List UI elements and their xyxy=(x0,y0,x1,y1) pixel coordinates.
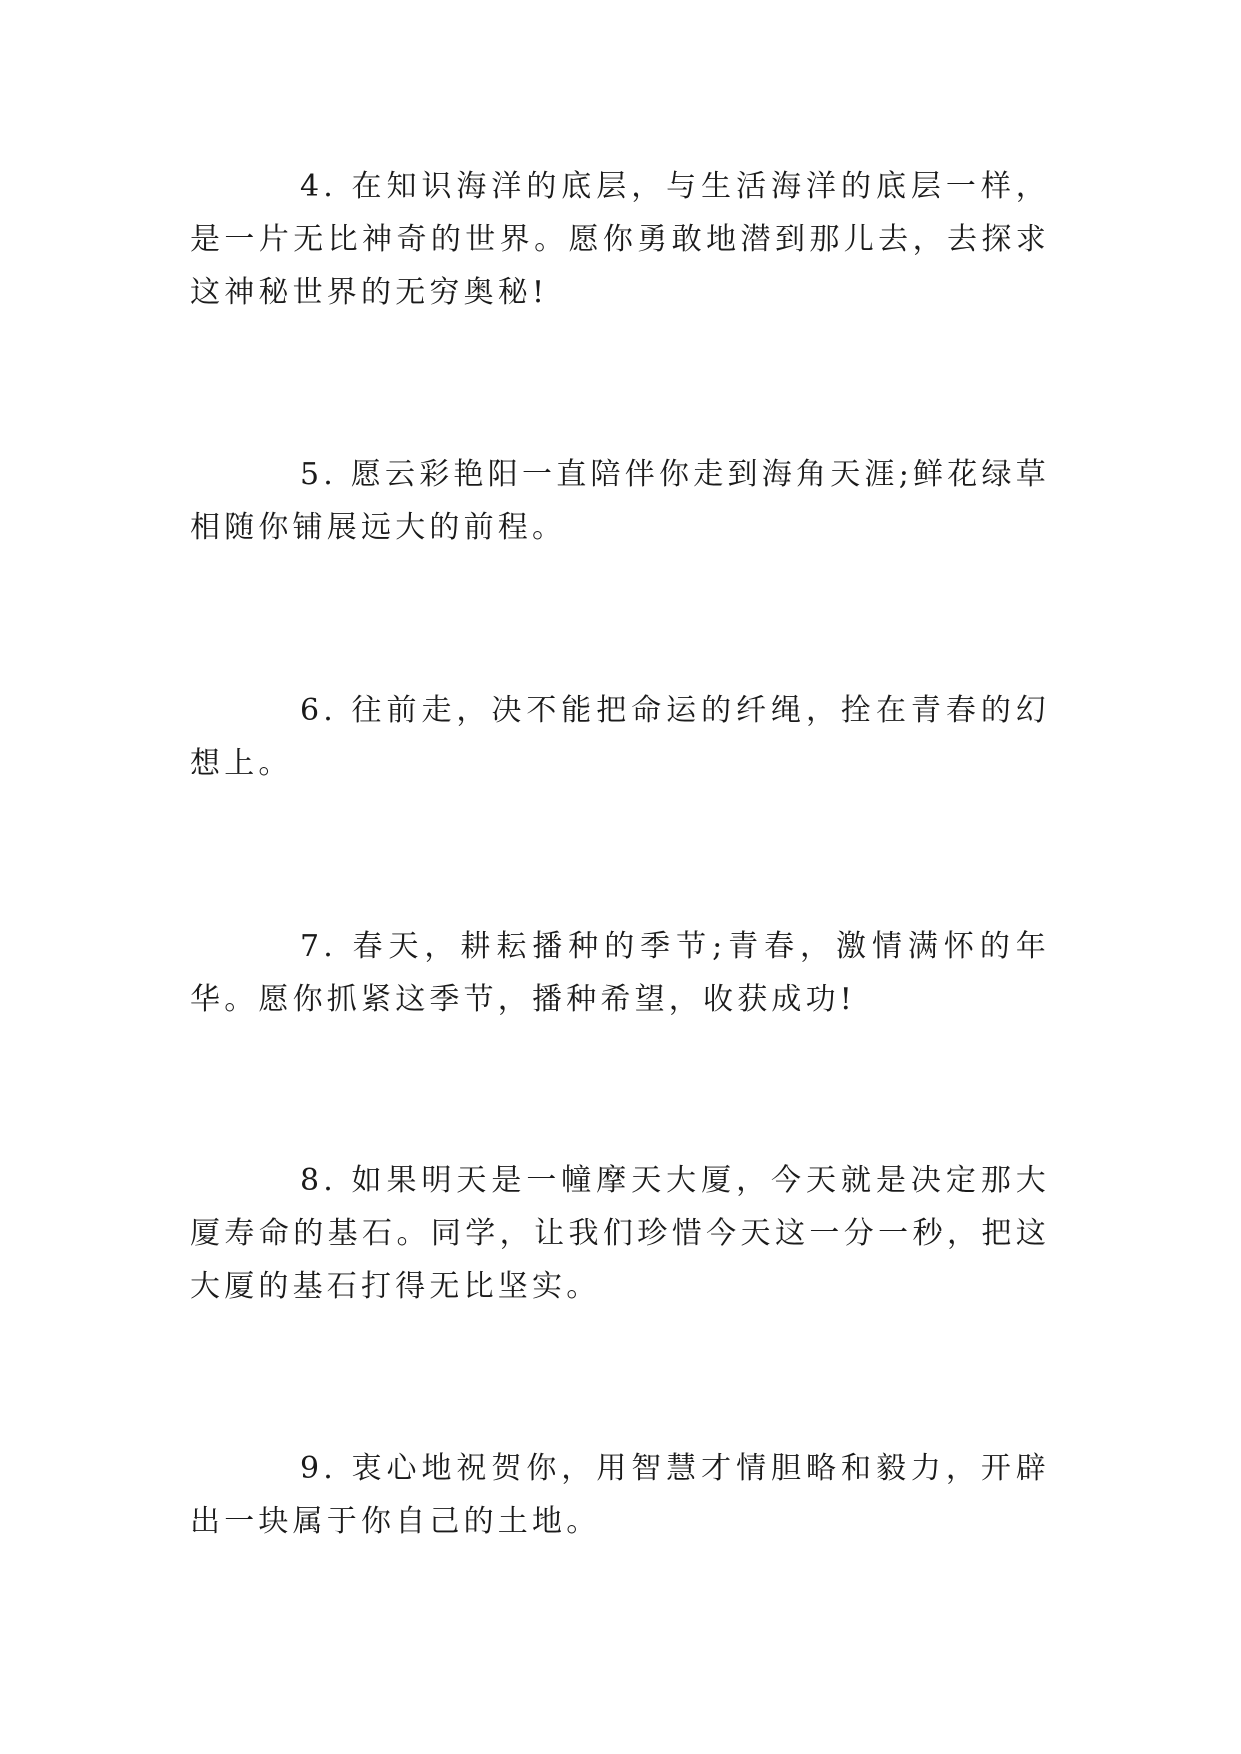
paragraph-item-6: 6. 往前走，决不能把命运的纤绳，拴在青春的幻想上。 xyxy=(190,693,1050,781)
paragraph-item-7: 7. 春天，耕耘播种的季节;青春，激情满怀的年华。愿你抓紧这季节，播种希望，收获成功! xyxy=(190,929,1050,1017)
paragraph-item-4: 4. 在知识海洋的底层，与生活海洋的底层一样，是一片无比神奇的世界。愿你勇敢地潜到那儿去，去探求这神秘世界的无穷奥秘! xyxy=(190,169,1050,310)
paragraph-item-5: 5. 愿云彩艳阳一直陪伴你走到海角天涯;鲜花绿草相随你铺展远大的前程。 xyxy=(190,457,1050,545)
paragraph-item-9: 9. 衷心地祝贺你，用智慧才情胆略和毅力，开辟出一块属于你自己的土地。 xyxy=(190,1451,1050,1539)
paragraph-item-8: 8. 如果明天是一幢摩天大厦，今天就是决定那大厦寿命的基石。同学，让我们珍惜今天这一分一秒，把这大厦的基石打得无比坚实。 xyxy=(190,1163,1050,1304)
